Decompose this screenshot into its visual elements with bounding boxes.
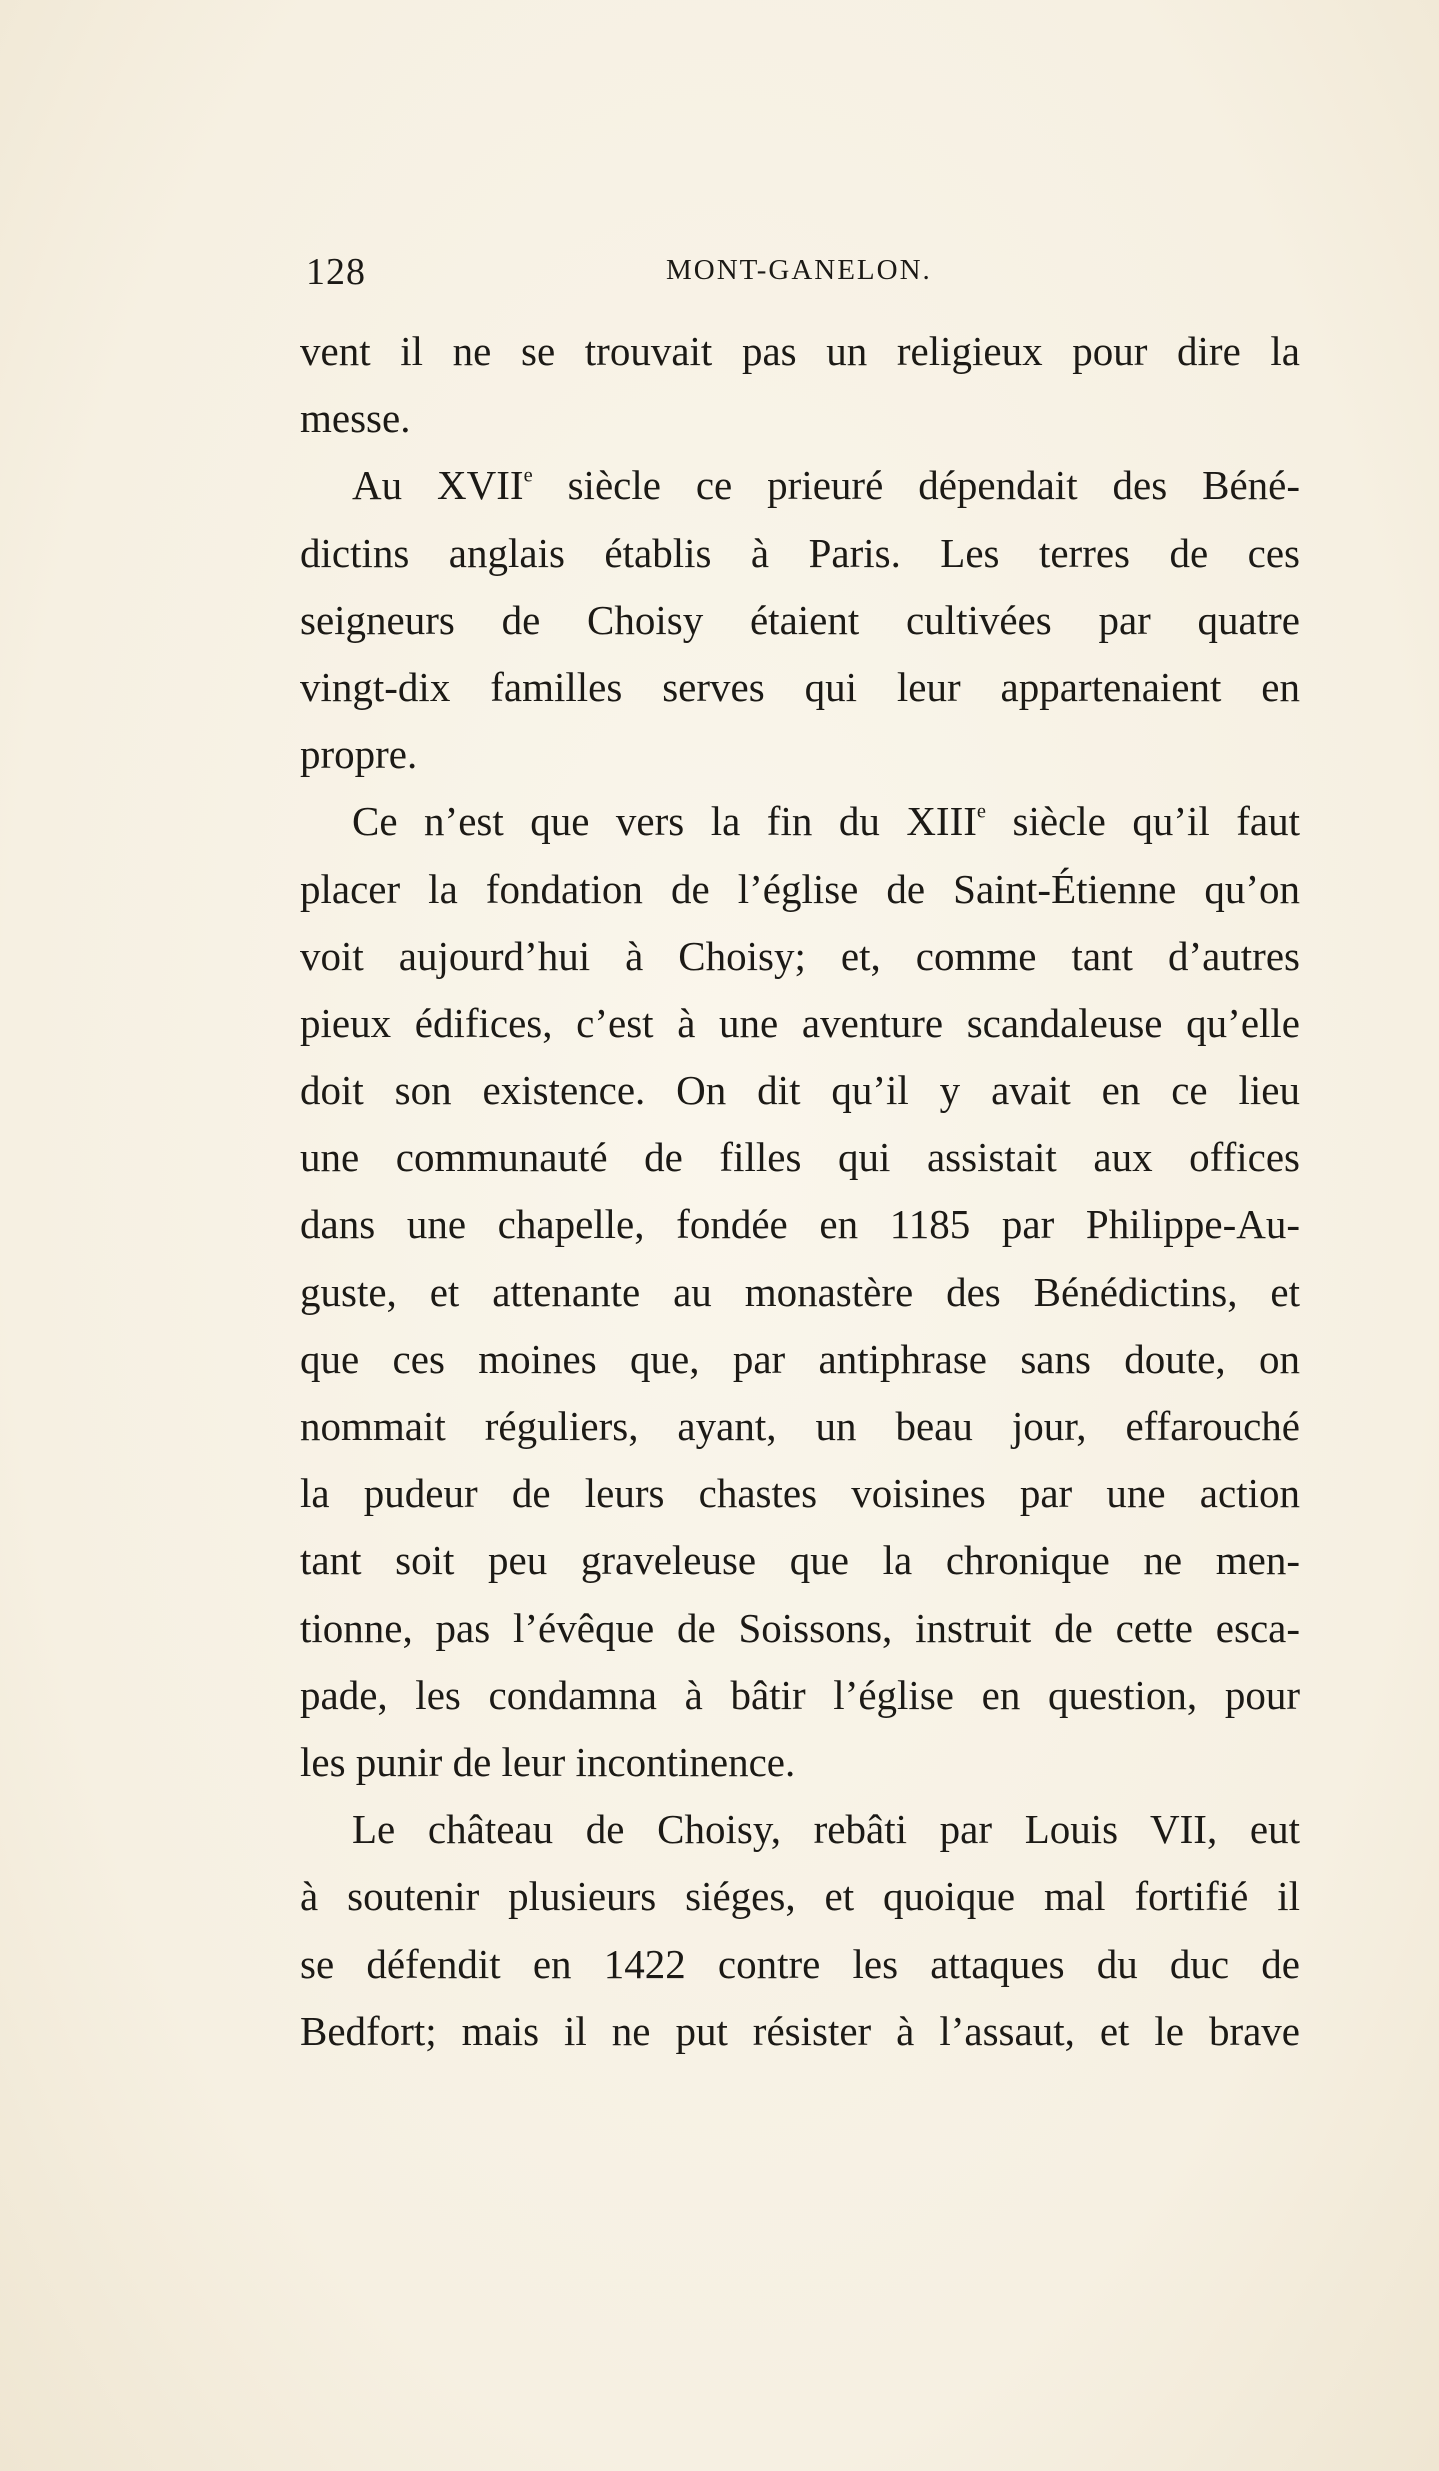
text-line: la pudeur de leurs chastes voisines par une action (300, 1470, 1300, 1517)
text-line: propre. (300, 731, 418, 778)
text-line: dictins anglais établis à Paris. Les terres de ces (300, 529, 1300, 576)
text-line: voit aujourd’hui à Choisy; et, comme tant d’autres (300, 932, 1300, 979)
running-title: MONT-GANELON. (666, 254, 932, 286)
text-line: seigneurs de Choisy étaient cultivées par quatre (300, 596, 1300, 643)
text-line: doit son existence. On dit qu’il y avait en ce lieu (300, 1067, 1300, 1114)
text-line: une communauté de filles qui assistait aux offices (300, 1134, 1300, 1181)
text-line: les punir de leur incontinence. (300, 1738, 796, 1785)
text-line: à soutenir plusieurs siéges, et quoique mal fortifié il (300, 1873, 1300, 1920)
text-line: vent il ne se trouvait pas un religieux pour dire la (300, 328, 1300, 374)
running-head (300, 250, 1300, 300)
text-line: pieux édifices, c’est à une aventure scandaleuse qu’elle (300, 999, 1300, 1046)
text-line: dans une chapelle, fondée en 1185 par Philippe-Au- (300, 1201, 1300, 1248)
text-line: tionne, pas l’évêque de Soissons, instruit de cette esca- (300, 1604, 1300, 1651)
text-line: Bedfort; mais il ne put résister à l’assaut, et le brave (300, 2007, 1300, 2054)
text-line: placer la fondation de l’église de Saint-Étienne qu’on (300, 865, 1300, 912)
text-line: nommait réguliers, ayant, un beau jour, effarouché (300, 1403, 1300, 1449)
text-line: pade, les condamna à bâtir l’église en question, pour (300, 1671, 1300, 1718)
text-line: se défendit en 1422 contre les attaques du duc de (300, 1940, 1300, 1987)
page-number: 128 (306, 251, 366, 293)
text-line: messe. (300, 395, 411, 442)
text-line: Ce n’est que vers la fin du XIIIe siècle qu’il faut (352, 798, 1301, 845)
text-line: tant soit peu graveleuse que la chronique ne men- (300, 1537, 1300, 1584)
text-line: guste, et attenante au monastère des Bénédictins, et (300, 1268, 1300, 1315)
text-line: Le château de Choisy, rebâti par Louis VII, eut (352, 1806, 1300, 1853)
text-line: vingt-dix familles serves qui leur appartenaient en (300, 663, 1300, 710)
body-text (300, 318, 1300, 2065)
text-line: Au XVIIe siècle ce prieuré dépendait des Béné- (352, 462, 1300, 509)
text-line: que ces moines que, par antiphrase sans doute, on (300, 1335, 1300, 1382)
